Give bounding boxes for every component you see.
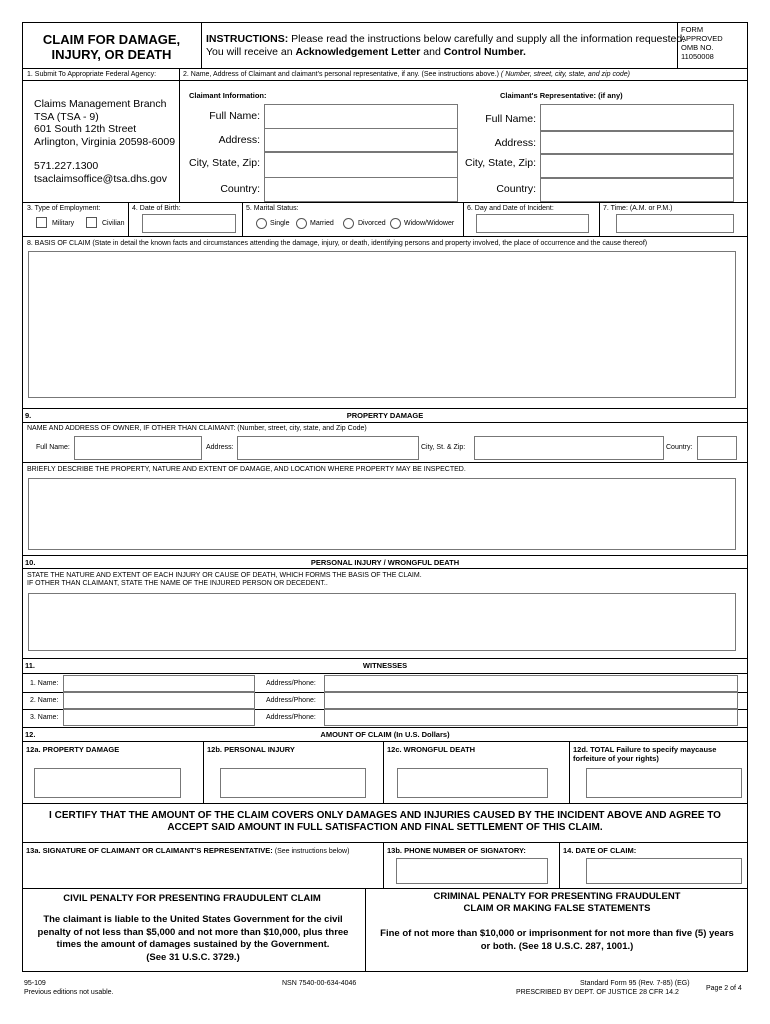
phone-signatory-label: 13b. PHONE NUMBER OF SIGNATORY: [387,846,526,855]
injury-label-2: IF OTHER THAN CLAIMANT, STATE THE NAME OF THE INJURED PERSON OR DECEDENT.. [27,580,328,587]
incident-label: 6. Day and Date of Incident: [467,205,554,212]
witness-2-name-input[interactable] [63,692,255,709]
omb-box: FORM APPROVED OMB NO. 11050008 [681,25,723,61]
claimant-address-input[interactable] [264,128,458,152]
standard-form: Standard Form 95 (Rev. 7-85) (EG) [580,980,690,987]
witness-1-address-label: Address/Phone: [266,680,316,687]
property-damage-amount-label: 12a. PROPERTY DAMAGE [26,745,120,754]
time-label: 7. Time: (A.M. or P.M.) [603,205,673,212]
military-label: Military [52,220,75,227]
claimant-fullname-input[interactable] [264,104,458,130]
section12-num: 12. [25,730,36,739]
form-number: 95-109 [24,980,46,987]
time-input[interactable] [616,214,734,233]
rep-city-input[interactable] [540,154,734,178]
claimant-country-label: Country: [220,183,260,195]
witness-3-address-label: Address/Phone: [266,714,316,721]
divorced-label: Divorced [358,220,386,227]
agency-email: tsaclaimsoffice@tsa.dhs.gov [34,172,168,185]
witness-3-label: 3. Name: [30,714,59,721]
dob-label: 4. Date of Birth: [132,205,181,212]
rep-address-label: Address: [494,137,536,149]
section10-num: 10. [25,558,36,567]
rep-heading: Claimant's Representative: (if any) [500,91,623,100]
civil-penalty-text: The claimant is liable to the United States Government for the civil penalty of not less than $5,000 and not more than $10,000, plus three times the amount of damages sustained by the Government. (See 31 U.S.C. 3729.) [37,914,349,963]
claimant-fullname-label: Full Name: [209,110,260,122]
injury-label-1: STATE THE NATURE AND EXTENT OF EACH INJURY OR CAUSE OF DEATH, WHICH FORMS THE BASIS OF THE CLAIM. [27,572,422,579]
instructions-text-2: You will receive an Acknowledgement Letter and Control Number. [206,46,526,58]
claimant-heading: Claimant Information: [189,91,267,100]
widow-label: Widow/Widower [404,220,455,227]
property-damage-title: PROPERTY DAMAGE [346,411,424,420]
basis-label: 8. BASIS OF CLAIM (State in detail the known facts and circumstances attending the damage, injury, or death, identifying persons and property involved, the place of occurrence and the cause thereof) [27,240,648,247]
section2-label: 2. Name, Address of Claimant and claimant's personal representative, if any. (See instructions above.) ( Number, street, city, state, and zip code) [183,71,630,78]
personal-injury-amount-label: 12b. PERSONAL INJURY [207,745,295,754]
witness-1-name-input[interactable] [63,675,255,692]
married-label: Married [310,220,334,227]
agency-phone: 571.227.1300 [34,160,99,172]
owner-address-input[interactable] [237,436,419,460]
page-number: Page 2 of 4 [706,985,742,992]
witnesses-title: WITNESSES [362,661,408,670]
criminal-penalty-title: CRIMINAL PENALTY FOR PRESENTING FRAUDULENT CLAIM OR MAKING FALSE STATEMENTS [433,891,681,914]
single-label: Single [270,220,290,227]
previous-editions: Previous editions not usable. [24,989,114,996]
section9-num: 9. [25,411,32,420]
witness-1-label: 1. Name: [30,680,59,687]
claimant-city-input[interactable] [264,152,458,178]
rep-fullname-label: Full Name: [485,113,536,125]
civilian-checkbox[interactable] [86,217,97,228]
claimant-address-label: Address: [218,134,260,146]
witness-3-address-input[interactable] [324,709,738,726]
witness-2-address-input[interactable] [324,692,738,709]
nsn-number: NSN 7540-00-634-4046 [282,980,357,987]
date-of-claim-input[interactable] [586,858,742,884]
injury-title: PERSONAL INJURY / WRONGFUL DEATH [310,558,460,567]
witness-1-address-input[interactable] [324,675,738,692]
owner-fullname-label: Full Name: [36,444,70,451]
section11-num: 11. [25,661,36,670]
signature-label: 13a. SIGNATURE OF CLAIMANT OR CLAIMANT'S REPRESENTATIVE: (See instructions below) [26,846,350,855]
rep-fullname-input[interactable] [540,104,734,131]
dob-input[interactable] [142,214,236,233]
rep-address-input[interactable] [540,131,734,154]
witness-3-name-input[interactable] [63,709,255,726]
marital-label: 5. Marital Status: [246,205,299,212]
property-describe-textarea[interactable] [28,478,736,550]
form-title: CLAIM FOR DAMAGE, INJURY, OR DEATH [42,32,181,62]
injury-textarea[interactable] [28,593,736,651]
witness-2-address-label: Address/Phone: [266,697,316,704]
claimant-city-label: City, State, Zip: [189,157,260,169]
rep-city-label: City, State, Zip: [465,157,536,169]
owner-fullname-input[interactable] [74,436,202,460]
employment-label: 3. Type of Employment: [27,205,101,212]
owner-address-label: Address: [206,444,234,451]
owner-country-input[interactable] [697,436,737,460]
witness-2-label: 2. Name: [30,697,59,704]
total-amount-label: 12d. TOTAL Failure to specify maycause forfeiture of your rights) [573,745,717,763]
prescribed-by: PRESCRIBED BY DEPT. OF JUSTICE 28 CFR 14.2 [516,989,679,996]
widow-radio[interactable] [390,218,401,229]
personal-injury-amount-input[interactable] [220,768,366,798]
phone-signatory-input[interactable] [396,858,548,884]
wrongful-death-amount-label: 12c. WRONGFUL DEATH [387,745,476,754]
owner-country-label: Country: [666,444,693,451]
civil-penalty-title: CIVIL PENALTY FOR PRESENTING FRAUDULENT CLAIM [63,893,321,904]
instructions-text: INSTRUCTIONS: Please read the instructions below carefully and supply all the information requested. [206,33,686,45]
total-amount-input[interactable] [586,768,742,798]
basis-textarea[interactable] [28,251,736,398]
owner-city-label: City, St. & Zip: [421,444,466,451]
rep-country-label: Country: [496,183,536,195]
divorced-radio[interactable] [343,218,354,229]
military-checkbox[interactable] [36,217,47,228]
wrongful-death-amount-input[interactable] [397,768,548,798]
agency-contact [34,160,167,185]
property-damage-amount-input[interactable] [34,768,181,798]
rep-country-input[interactable] [540,178,734,202]
owner-label: NAME AND ADDRESS OF OWNER, IF OTHER THAN CLAIMANT: (Number, street, city, state, and Zip Code) [27,425,367,432]
incident-input[interactable] [476,214,589,233]
married-radio[interactable] [296,218,307,229]
agency-address: Claims Management Branch TSA (TSA - 9) 601 South 12th Street Arlington, Virginia 20598-6009 [34,98,176,148]
certify-statement: I CERTIFY THAT THE AMOUNT OF THE CLAIM COVERS ONLY DAMAGES AND INJURIES CAUSED BY THE INCIDENT ABOVE AND AGREE TO ACCEPT SAID AMOUNT IN FULL SATISFACTION AND FINAL SETTLEMENT OF THIS CLAIM. [49,810,721,833]
property-describe-label: BRIEFLY DESCRIBE THE PROPERTY, NATURE AND EXTENT OF DAMAGE, AND LOCATION WHERE PROPERTY MAY BE INSPECTED. [27,466,466,473]
date-of-claim-label: 14. DATE OF CLAIM: [563,846,637,855]
owner-city-input[interactable] [474,436,664,460]
amount-title: AMOUNT OF CLAIM (In U.S. Dollars) [320,730,450,739]
single-radio[interactable] [256,218,267,229]
civilian-label: Civilian [102,220,125,227]
claimant-country-input[interactable] [264,177,458,202]
section1-label: 1. Submit To Appropriate Federal Agency: [27,71,157,78]
criminal-penalty-text: Fine of not more than $10,000 or imprisonment for not more than five (5) years or both. (See 18 U.S.C. 287, 1001.) [380,928,734,952]
